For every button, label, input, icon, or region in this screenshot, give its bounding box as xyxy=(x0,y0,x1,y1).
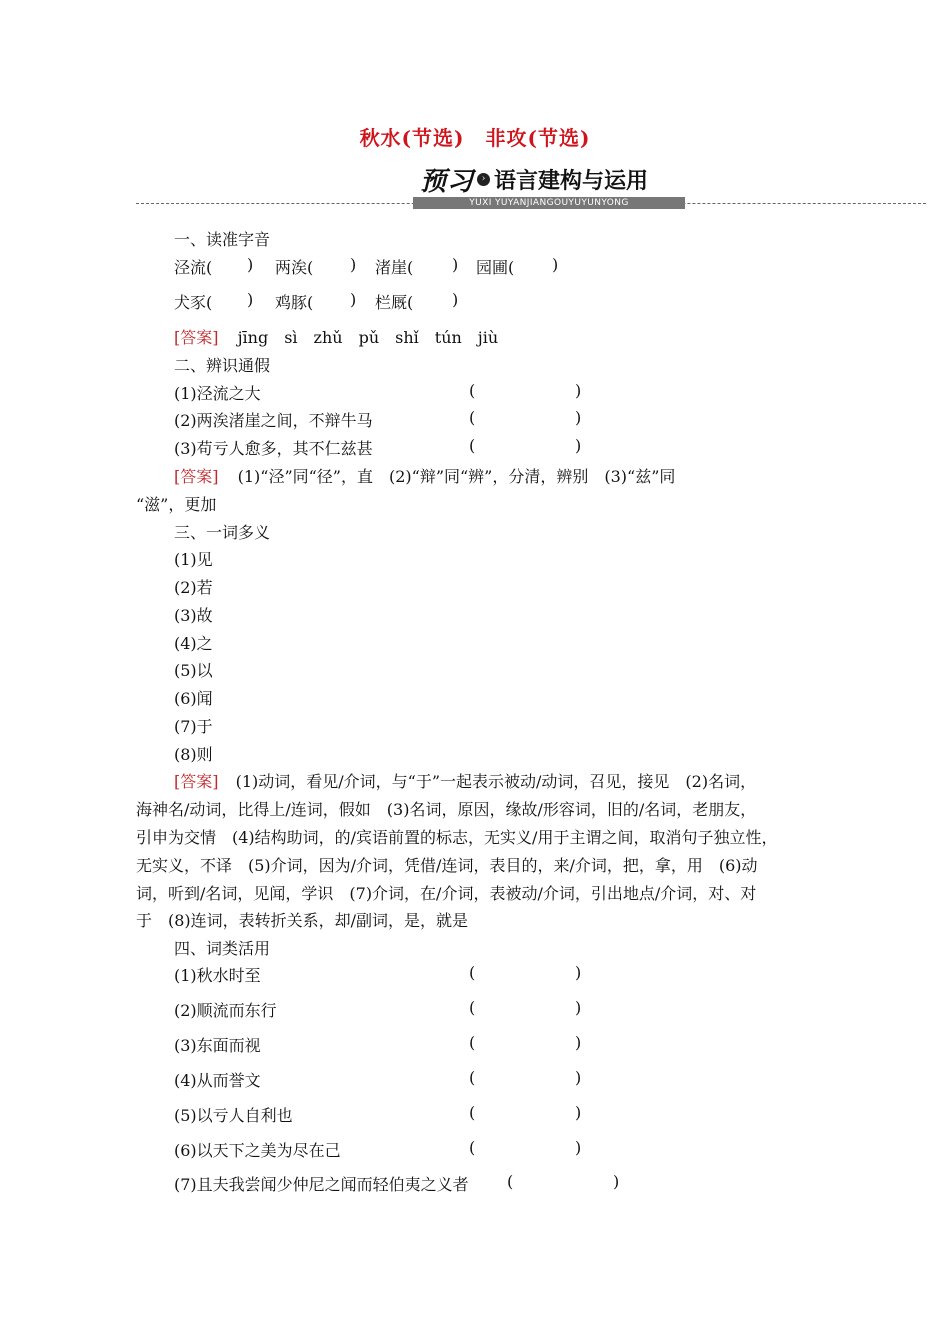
answer-blank-close: ) xyxy=(575,1033,582,1052)
pron-item: 渚崖( xyxy=(375,258,414,277)
answer-blank-open: ( xyxy=(469,998,476,1017)
answer-blank-close: ) xyxy=(575,381,582,400)
banner-main: 预习 xyxy=(420,166,475,197)
paren: ) xyxy=(552,255,559,274)
answer-blank-open: ( xyxy=(469,1138,476,1157)
word-item: (3)故 xyxy=(174,606,213,625)
pron-item: 两涘( xyxy=(275,258,314,277)
answer-blank-open: ( xyxy=(469,963,476,982)
paren: ) xyxy=(247,290,254,309)
section-heading: 二、辨识通假 xyxy=(174,356,271,375)
page-title: 秋水(节选) 非攻(节选) xyxy=(359,126,591,150)
answer-blank-close: ) xyxy=(575,998,582,1017)
answer-blank-open: ( xyxy=(469,1068,476,1087)
paren: ) xyxy=(452,290,459,309)
question-item: (5)以亏人自利也 xyxy=(174,1106,293,1125)
pron-item: 鸡豚( xyxy=(275,293,314,312)
question-item: (3)东面而视 xyxy=(174,1036,261,1055)
answer-blank-open: ( xyxy=(469,436,476,455)
answer-blank-open: ( xyxy=(507,1172,514,1191)
answer-blank-open: ( xyxy=(469,1103,476,1122)
answer-blank-close: ) xyxy=(575,1138,582,1157)
word-item: (6)闻 xyxy=(174,689,213,708)
question-item: (4)从而誉文 xyxy=(174,1071,261,1090)
answer-text: jīng sì zhǔ pǔ shǐ tún jiù xyxy=(237,328,499,347)
answer-blank-open: ( xyxy=(469,1033,476,1052)
answer-blank-close: ) xyxy=(575,963,582,982)
paren: ) xyxy=(247,255,254,274)
answer-row xyxy=(174,325,498,348)
answer-text: (1)动词，看见/介词，与“于”一起表示被动/动词，召见，接见 (2)名词， xyxy=(235,772,757,791)
word-item: (8)则 xyxy=(174,745,213,764)
section-banner xyxy=(420,165,649,197)
banner-pinyin-label: YUXI YUYANJIANGOUYUYUNYONG xyxy=(413,197,685,209)
word-item: (7)于 xyxy=(174,717,213,736)
pron-item: 栏厩( xyxy=(375,293,414,312)
question-item: (2)两涘渚崖之间，不辩牛马 xyxy=(174,411,373,430)
answer-row xyxy=(174,464,675,487)
answer-blank-close: ) xyxy=(575,1103,582,1122)
question-item: (1)泾流之大 xyxy=(174,384,261,403)
answer-text: 词，听到/名词，见闻，学识 (7)介词，在/介词，表被动/介词，引出地点/介词，对、对 xyxy=(136,884,757,903)
word-item: (5)以 xyxy=(174,661,213,680)
answer-text: 无实义，不译 (5)介词，因为/介词，凭借/连词，表目的，来/介词，把，拿，用 (6)动 xyxy=(136,856,758,875)
answer-blank-open: ( xyxy=(469,408,476,427)
word-item: (1)见 xyxy=(174,550,213,569)
answer-text: 海神名/动词，比得上/连词，假如 (3)名词，原因，缘故/形容词，旧的/名词，老朋友， xyxy=(136,800,757,819)
answer-text: (1)“泾”同“径”，直 (2)“辩”同“辨”，分清，辨别 (3)“兹”同 xyxy=(237,467,676,486)
answer-blank-close: ) xyxy=(575,408,582,427)
question-item: (2)顺流而东行 xyxy=(174,1001,277,1020)
paren: ) xyxy=(452,255,459,274)
answer-tag: [答案] xyxy=(174,328,219,347)
paren: ) xyxy=(350,255,357,274)
section-heading: 四、词类活用 xyxy=(174,939,271,958)
answer-row xyxy=(174,769,756,792)
answer-blank-close: ) xyxy=(613,1172,620,1191)
word-item: (2)若 xyxy=(174,578,213,597)
question-item: (6)以天下之美为尽在己 xyxy=(174,1141,341,1160)
word-item: (4)之 xyxy=(174,634,213,653)
section-heading: 三、一词多义 xyxy=(174,523,271,542)
answer-text: “滋”，更加 xyxy=(136,495,217,514)
banner-sub: 语言建构与运用 xyxy=(494,168,649,194)
section-heading: 一、读准字音 xyxy=(174,230,271,249)
answer-tag: [答案] xyxy=(174,467,219,486)
question-item: (1)秋水时至 xyxy=(174,966,261,985)
chevron-right-icon: › xyxy=(477,173,490,186)
answer-text: 引申为交情 (4)结构助词，的/宾语前置的标志，无实义/用于主谓之间，取消句子独立性， xyxy=(136,828,778,847)
pron-item: 泾流( xyxy=(174,258,213,277)
answer-text: 于 (8)连词，表转折关系，却/副词，是，就是 xyxy=(136,911,469,930)
paren: ) xyxy=(350,290,357,309)
question-item: (7)且夫我尝闻少仲尼之闻而轻伯夷之义者 xyxy=(174,1175,469,1194)
answer-tag: [答案] xyxy=(174,772,219,791)
answer-blank-close: ) xyxy=(575,1068,582,1087)
answer-blank-open: ( xyxy=(469,381,476,400)
answer-blank-close: ) xyxy=(575,436,582,455)
pron-item: 园圃( xyxy=(476,258,515,277)
pron-item: 犬豕( xyxy=(174,293,213,312)
question-item: (3)苟亏人愈多，其不仁兹甚 xyxy=(174,439,373,458)
